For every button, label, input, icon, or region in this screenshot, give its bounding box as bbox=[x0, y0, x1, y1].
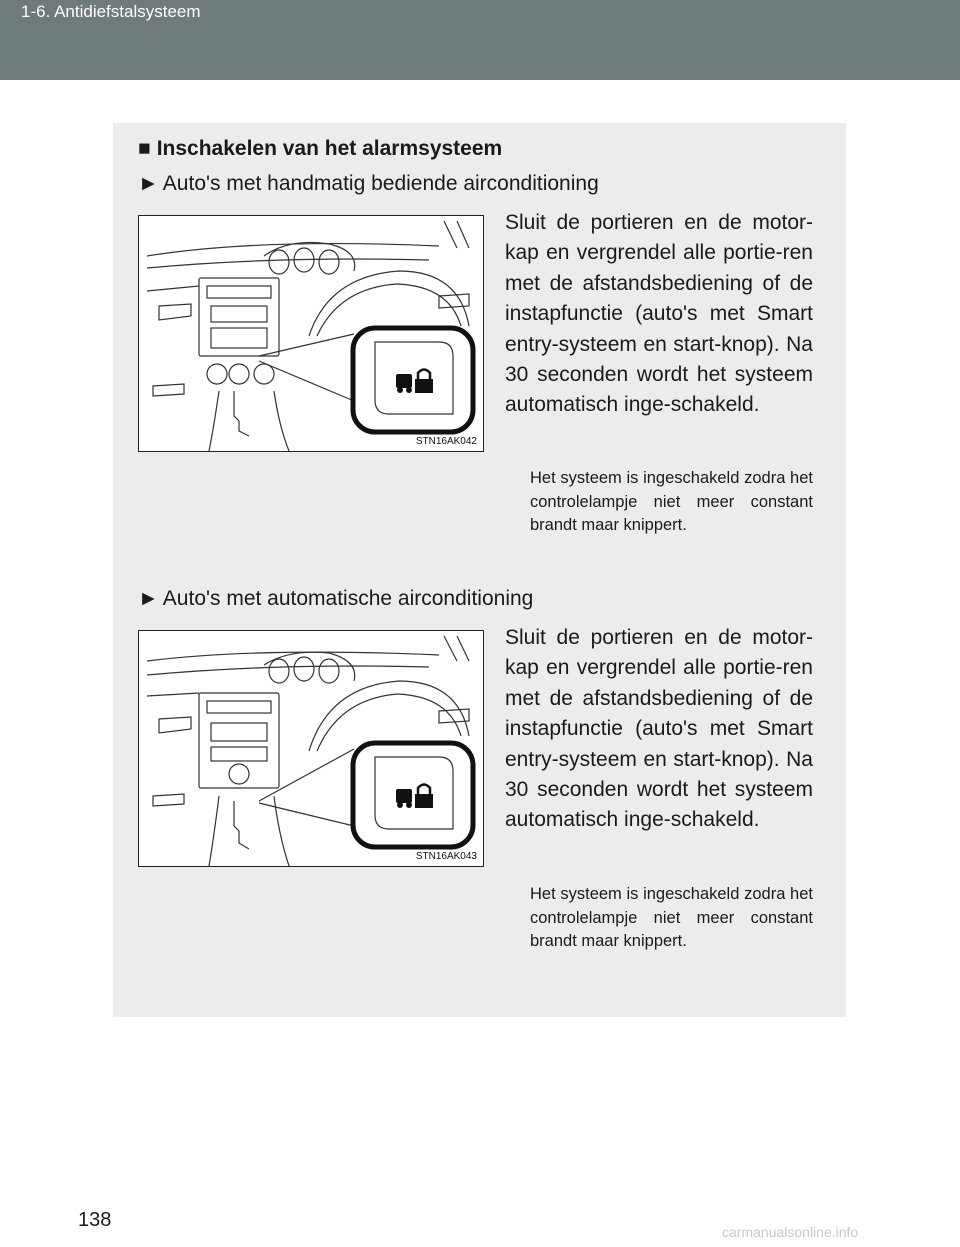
subheading-automatic bbox=[138, 587, 533, 611]
chapter-title: 1-6. Antidiefstalsysteem bbox=[21, 2, 201, 21]
arrow-right-icon: ► bbox=[138, 172, 159, 195]
figure-code: STN16AK042 bbox=[415, 436, 477, 447]
subheading-automatic-text: Auto's met automatische airconditioning bbox=[162, 587, 534, 610]
arrow-right-icon: ► bbox=[138, 587, 159, 610]
figure-automatic-dashboard bbox=[138, 630, 484, 867]
watermark: carmanualsonline.info bbox=[722, 1224, 859, 1240]
automatic-note-text: Het systeem is ingeschakeld zodra het controlelampje niet meer constant brandt maar knippert. bbox=[530, 885, 813, 951]
section-heading-text: Inschakelen van het alarmsysteem bbox=[156, 137, 503, 160]
manual-instruction-text: Sluit de portieren en de motor-kap en vergrendel alle portie-ren met de afstandsbediening of de instapfunctie (auto's met Smart entry-systeem en start-knop). Na 30 seconden wordt het systeem automatisch inge-schakeld. bbox=[505, 211, 813, 417]
square-bullet-icon: ■ bbox=[138, 137, 151, 160]
section-heading bbox=[138, 137, 502, 161]
page-number: 138 bbox=[78, 1209, 112, 1231]
automatic-instruction-text: Sluit de portieren en de motor-kap en vergrendel alle portie-ren met de afstandsbediening of de instapfunctie (auto's met Smart entry-systeem en start-knop). Na 30 seconden wordt het systeem automatisch inge-schakeld. bbox=[505, 626, 813, 832]
page-header bbox=[0, 0, 960, 80]
dashboard-illustration-manual bbox=[139, 216, 483, 451]
subheading-manual bbox=[138, 172, 599, 196]
subheading-manual-text: Auto's met handmatig bediende airconditioning bbox=[162, 172, 599, 195]
dashboard-illustration-automatic bbox=[139, 631, 483, 866]
figure-code: STN16AK043 bbox=[415, 851, 477, 862]
manual-note-text: Het systeem is ingeschakeld zodra het controlelampje niet meer constant brandt maar knippert. bbox=[530, 469, 813, 535]
figure-manual-dashboard bbox=[138, 215, 484, 452]
